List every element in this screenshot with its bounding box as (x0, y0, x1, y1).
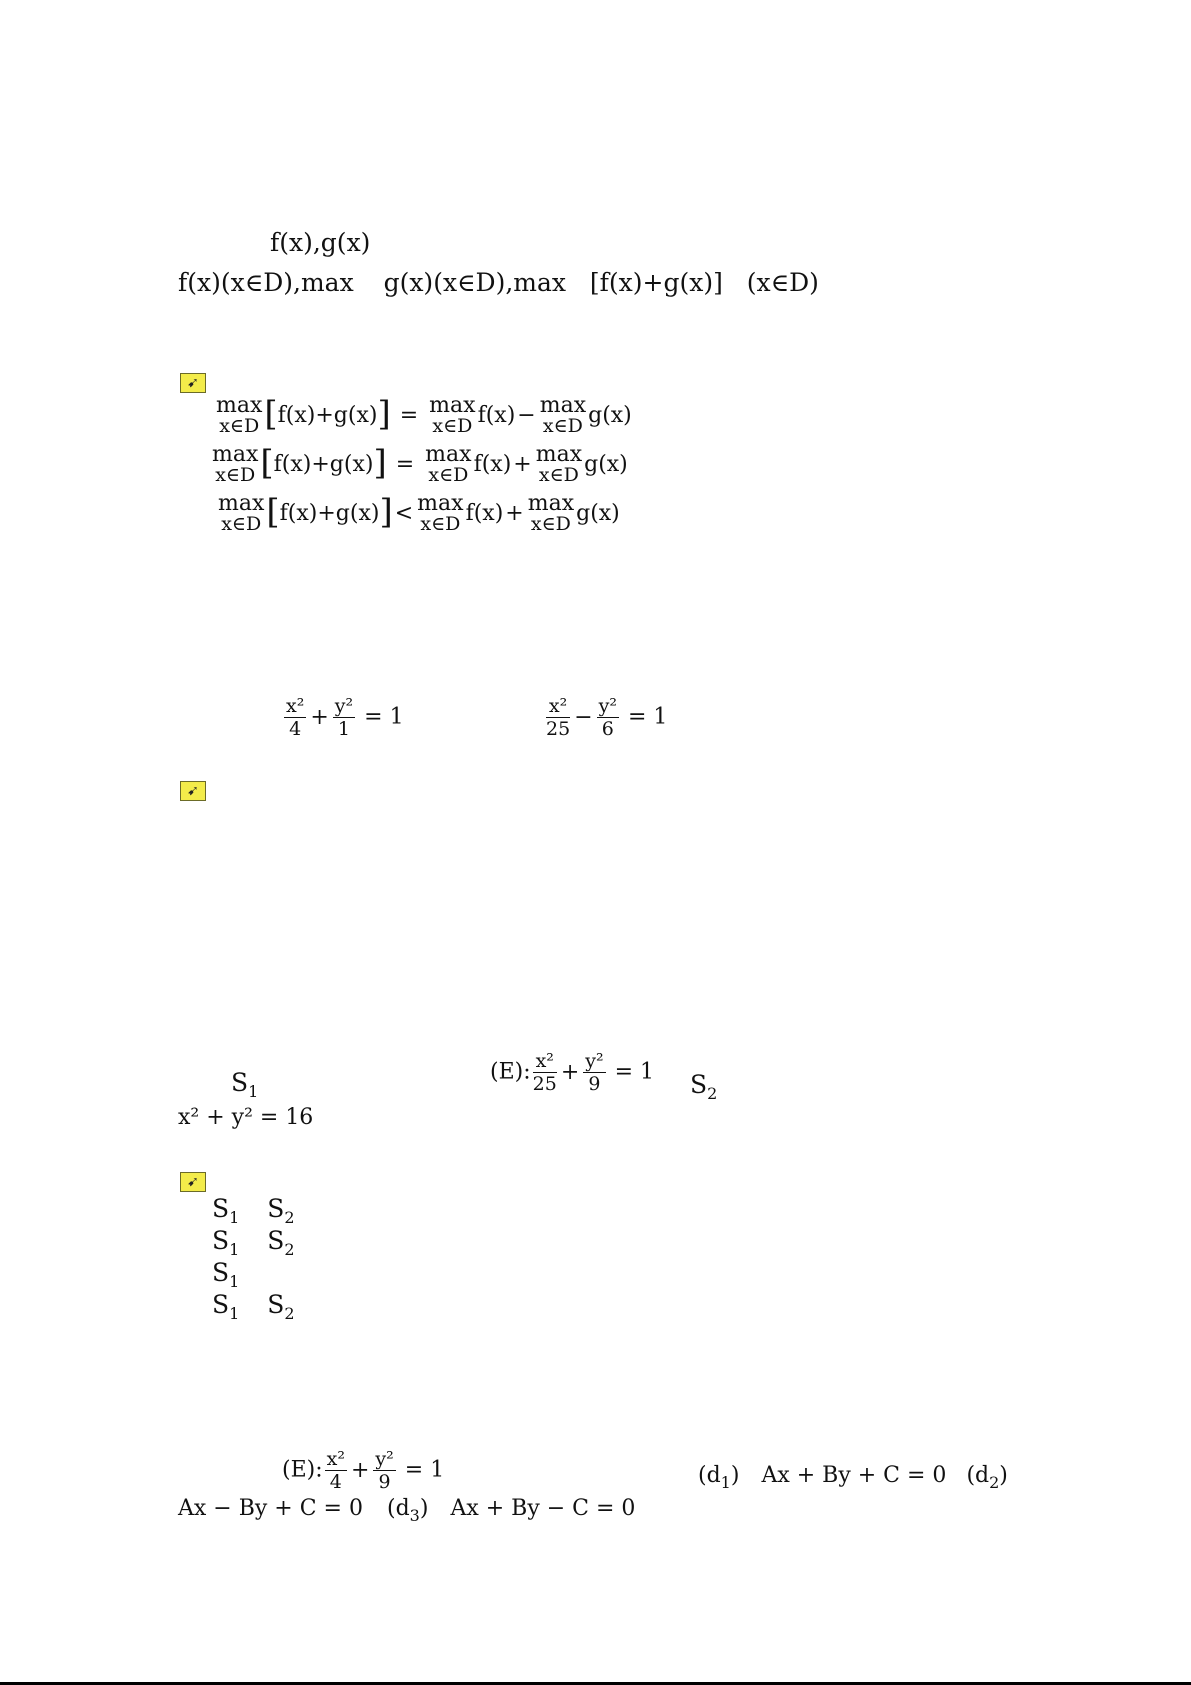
p2-eq2-rhs: = 1 (627, 704, 668, 730)
p1-functions: f(x),g(x) (270, 228, 371, 257)
p3-rhs: = 1 (614, 1059, 655, 1085)
p3-circle-eq: x² + y² = 16 (178, 1105, 314, 1130)
answer-key-icon[interactable]: ➹ (180, 781, 206, 801)
p3-E-label: (E): (490, 1059, 531, 1085)
max-operator: max x∈D (429, 393, 476, 437)
p1-opt3-op: + (505, 501, 524, 526)
p4-line-d1-d2: $(d_1) Ax + By + C = 0$ $(d_2)$ (698, 1463, 1008, 1492)
fraction: $\frac{\text{y²}}{9}$ (375, 1448, 394, 1493)
p3-s2: $S_2$ (690, 1070, 718, 1103)
max-operator: max x∈D (535, 442, 583, 486)
p4-ellipse-eq: (E): $\frac{\text{x²}}{4}$ + $\frac{\text{y²}}{9}$ = 1 (282, 1448, 445, 1493)
p1-opt3-g: g(x) (576, 501, 620, 526)
p1-opt2-g: g(x) (584, 452, 628, 477)
max-operator: max x∈D (527, 491, 575, 535)
p1-opt2-f: f(x) (473, 452, 512, 477)
fraction: $\frac{\text{x²}}{25}$ (532, 1050, 557, 1095)
p1-cond-a: f(x)(x∈D),max (178, 268, 354, 297)
p3-ellipse-eq: (E): $\frac{\text{x²}}{25}$ + $\frac{\text{y²}}{9}$ = 1 (490, 1050, 655, 1095)
max-operator: max x∈D (539, 393, 587, 437)
p1-condition-line (178, 268, 819, 298)
p1-option-1: max x∈D [f(x)+g(x)] = max x∈D f(x)− max x∈D g(x) (216, 393, 632, 437)
p1-option-3: max x∈D [f(x)+g(x)]< max x∈D f(x)+ max x∈D g(x) (218, 491, 620, 535)
max-operator: max x∈D (417, 491, 464, 535)
fraction: $\frac{\text{x²}}{4}$ (286, 695, 305, 740)
p4-d3-eq: Ax + By − C = 0 (450, 1496, 636, 1521)
max-operator: max x∈D (212, 442, 259, 486)
p3-option-2: $S_1$ $S_2$ (212, 1226, 295, 1259)
p2-ellipse-eq: $\frac{\text{x²}}{4}$ + $\frac{\text{y²}}{1}$ = 1 (286, 695, 404, 740)
p4-rhs: = 1 (404, 1457, 445, 1483)
p2-hyperbola-eq: $\frac{\text{x²}}{25}$ − $\frac{\text{y²}}{6}$ = 1 (546, 695, 668, 740)
p3-option-3: $S_1$ (212, 1258, 240, 1291)
fraction: $\frac{\text{x²}}{25}$ (546, 695, 571, 740)
fraction: $\frac{\text{y²}}{6}$ (598, 695, 617, 740)
p1-opt3-f: f(x) (465, 501, 504, 526)
fraction: $\frac{\text{y²}}{1}$ (334, 695, 354, 740)
p1-opt1-op: − (517, 403, 536, 428)
p3-option-1: $S_1$ $S_2$ (212, 1194, 295, 1227)
p1-option-2: max x∈D [f(x)+g(x)] = max x∈D f(x)+ max x∈D g(x) (212, 442, 628, 486)
p3-option-4: $S_1$ $S_2$ (212, 1290, 295, 1323)
p1-opt1-g: g(x) (588, 403, 632, 428)
p1-opt1-lhs: f(x)+g(x) (277, 403, 378, 428)
p1-opt3-lhs: f(x)+g(x) (279, 501, 380, 526)
max-operator: max x∈D (216, 393, 263, 437)
p1-cond-d: (x∈D) (746, 268, 819, 297)
p1-opt2-eq: = (395, 452, 415, 477)
p4-E-label: (E): (282, 1457, 323, 1483)
p1-cond-c: [f(x)+g(x)] (589, 268, 723, 297)
answer-key-icon[interactable]: ➹ (180, 373, 206, 393)
p1-opt2-op: + (513, 452, 532, 477)
p4-d2-eq: Ax − By + C = 0 (178, 1496, 363, 1521)
p1-opt3-eq: < (394, 501, 414, 526)
p1-opt1-f: f(x) (477, 403, 516, 428)
fraction: $\frac{\text{y²}}{9}$ (585, 1050, 604, 1095)
max-operator: max x∈D (218, 491, 265, 535)
p4-line-d2-d3: Ax − By + C = 0 $(d_3) Ax + By - C = 0$ (178, 1496, 636, 1525)
answer-key-icon[interactable]: ➹ (180, 1172, 206, 1192)
p1-cond-b: g(x)(x∈D),max (383, 268, 566, 297)
p3-s1: $S_1$ (231, 1068, 259, 1101)
fraction: $\frac{\text{x²}}{4}$ (326, 1448, 345, 1493)
p4-d1-eq: Ax + By + C = 0 (761, 1463, 947, 1488)
p2-eq1-rhs: = 1 (364, 704, 404, 730)
max-operator: max x∈D (425, 442, 472, 486)
p1-opt2-lhs: f(x)+g(x) (273, 452, 374, 477)
p1-opt1-eq: = (399, 403, 419, 428)
